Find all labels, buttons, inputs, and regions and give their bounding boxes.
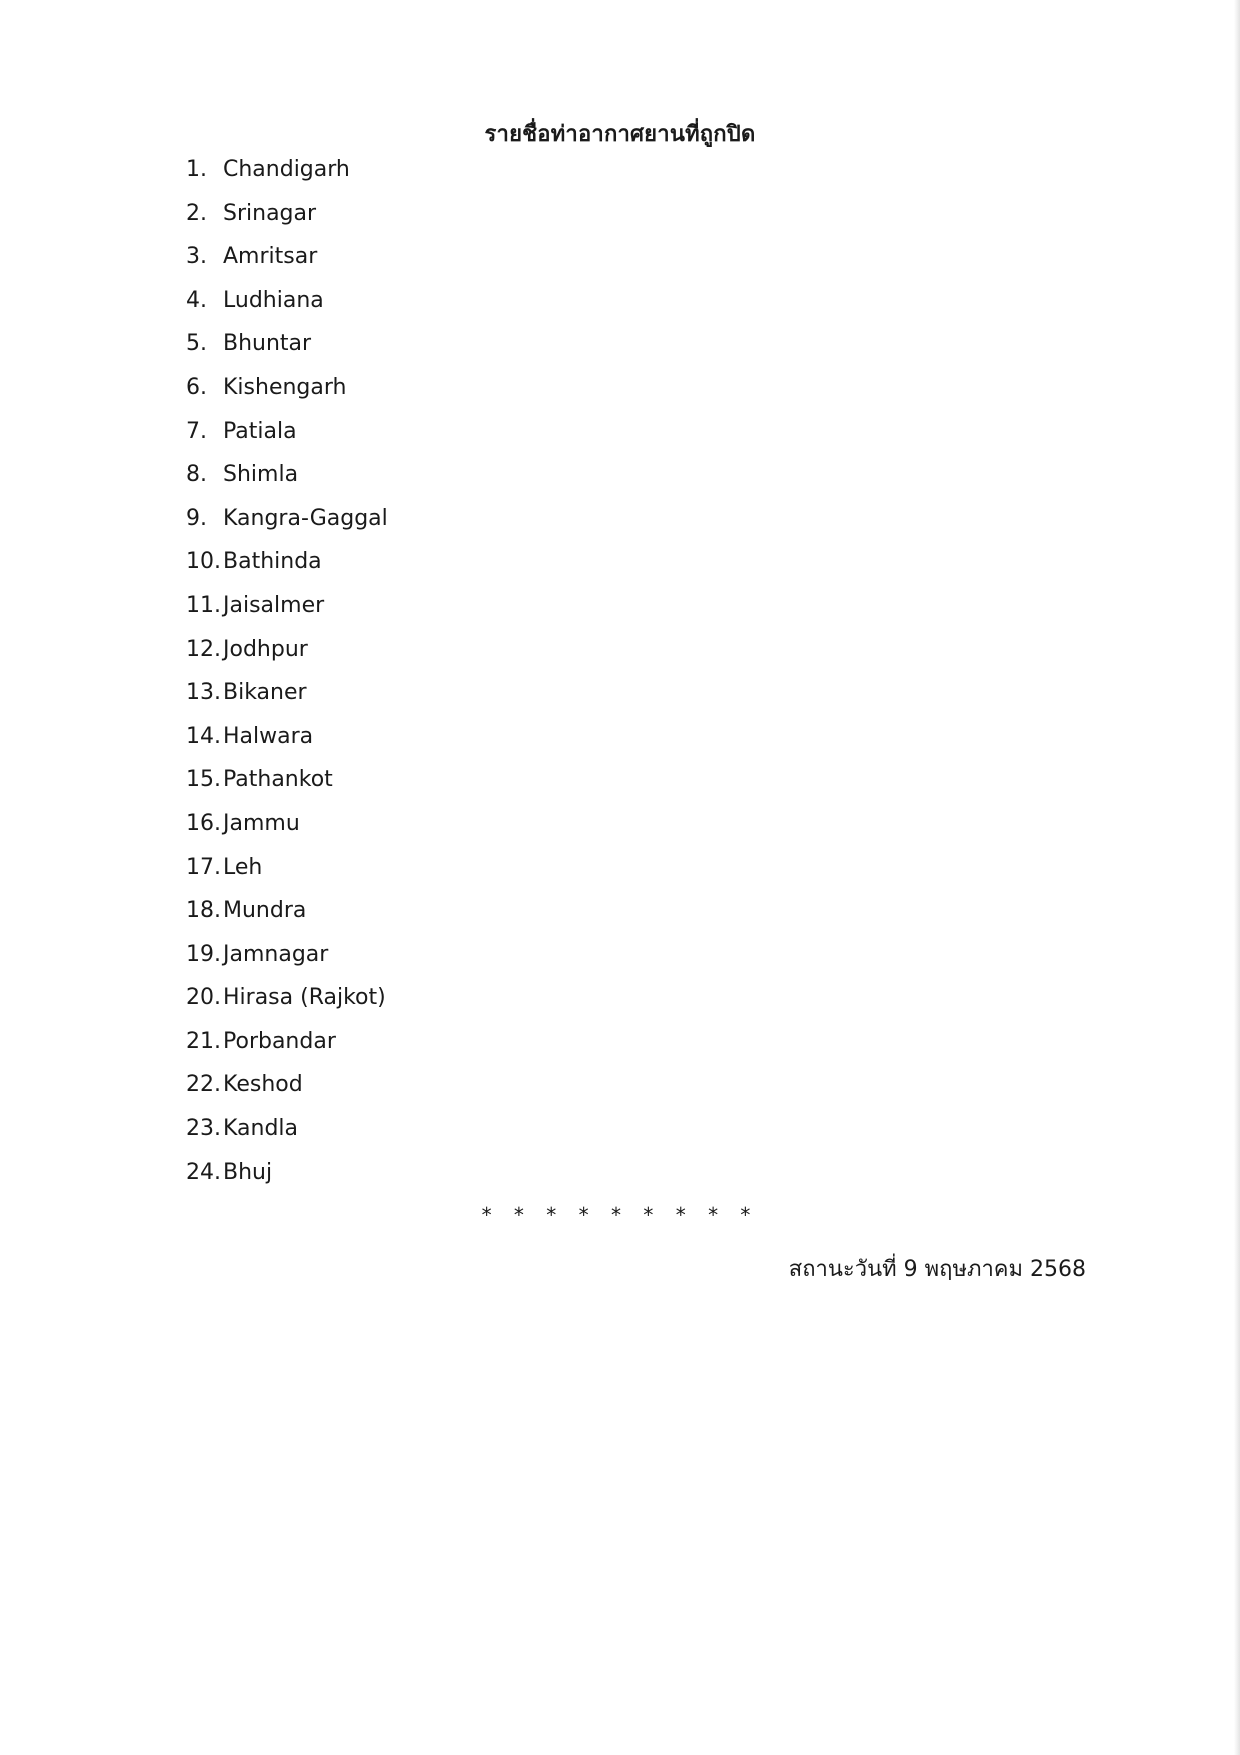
list-item-airport-name: Kandla [223, 1116, 299, 1142]
list-item-airport-name: Ludhiana [223, 287, 324, 313]
list-item [186, 329, 388, 373]
list-item-number: 12. [186, 636, 221, 662]
list-item [186, 765, 388, 809]
list-item-airport-name: Halwara [223, 723, 314, 749]
list-item-airport-name: Jamnagar [223, 941, 329, 967]
list-item [186, 853, 388, 897]
list-item [186, 155, 388, 199]
airport-list [186, 155, 388, 1201]
list-item-airport-name: Jammu [223, 810, 300, 836]
list-item [186, 1070, 388, 1114]
list-item-number: 23. [186, 1116, 221, 1142]
list-item [186, 504, 388, 548]
list-item-airport-name: Bathinda [223, 549, 322, 575]
separator-asterisks: * * * * * * * * * [481, 1203, 759, 1227]
list-item-airport-name: Bikaner [223, 680, 307, 706]
list-item [186, 896, 388, 940]
list-item-airport-name: Keshod [223, 1072, 303, 1098]
list-item-number: 3. [186, 244, 207, 270]
list-item-number: 1. [186, 157, 207, 182]
list-item-airport-name: Hirasa (Rajkot) [223, 985, 386, 1011]
list-item-number: 24. [186, 1159, 221, 1185]
list-item-airport-name: Bhuntar [223, 331, 312, 357]
list-item-number: 11. [186, 592, 221, 618]
list-item-number: 5. [186, 331, 207, 357]
list-item-airport-name: Kishengarh [223, 374, 347, 400]
list-item-number: 20. [186, 985, 221, 1011]
status-date: สถานะวันที่ 9 พฤษภาคม 2568 [788, 1257, 1086, 1282]
list-item-number: 13. [186, 680, 221, 706]
list-item-airport-name: Leh [223, 854, 263, 880]
page-edge-shadow [1234, 0, 1240, 1755]
list-item [186, 242, 388, 286]
list-item-number: 2. [186, 200, 207, 226]
list-item [186, 460, 388, 504]
list-item [186, 286, 388, 330]
list-item-number: 18. [186, 898, 221, 924]
list-item-airport-name: Pathankot [223, 767, 333, 793]
list-item [186, 722, 388, 766]
list-item-airport-name: Jaisalmer [223, 592, 325, 618]
list-item-number: 15. [186, 767, 221, 793]
list-item-number: 8. [186, 462, 207, 488]
list-item-number: 19. [186, 941, 221, 967]
list-item-number: 22. [186, 1072, 221, 1098]
page-title: รายชื่อท่าอากาศยานที่ถูกปิด [484, 122, 756, 147]
list-item-airport-name: Kangra-Gaggal [223, 505, 388, 531]
list-item-airport-name: Mundra [223, 898, 307, 924]
list-item [186, 199, 388, 243]
list-item-number: 16. [186, 810, 221, 836]
list-item [186, 1027, 388, 1071]
list-item-airport-name: Jodhpur [223, 636, 308, 662]
list-item-airport-name: Chandigarh [223, 157, 350, 182]
list-item-number: 14. [186, 723, 221, 749]
list-item [186, 373, 388, 417]
list-item-airport-name: Porbandar [223, 1028, 336, 1054]
list-item [186, 809, 388, 853]
list-item [186, 591, 388, 635]
list-item-airport-name: Amritsar [223, 244, 318, 270]
list-item [186, 678, 388, 722]
list-item-number: 4. [186, 287, 207, 313]
list-item [186, 1158, 388, 1202]
list-item [186, 547, 388, 591]
list-item [186, 1114, 388, 1158]
list-item-airport-name: Shimla [223, 462, 299, 488]
list-item-number: 6. [186, 374, 207, 400]
list-item-number: 21. [186, 1028, 221, 1054]
list-item-number: 7. [186, 418, 207, 444]
list-item [186, 417, 388, 461]
list-item-number: 10. [186, 549, 221, 575]
list-item [186, 940, 388, 984]
list-item-airport-name: Bhuj [223, 1159, 273, 1185]
list-item [186, 983, 388, 1027]
list-item-number: 9. [186, 505, 207, 531]
list-item-airport-name: Srinagar [223, 200, 317, 226]
list-item-airport-name: Patiala [223, 418, 297, 444]
list-item-number: 17. [186, 854, 221, 880]
list-item [186, 635, 388, 679]
